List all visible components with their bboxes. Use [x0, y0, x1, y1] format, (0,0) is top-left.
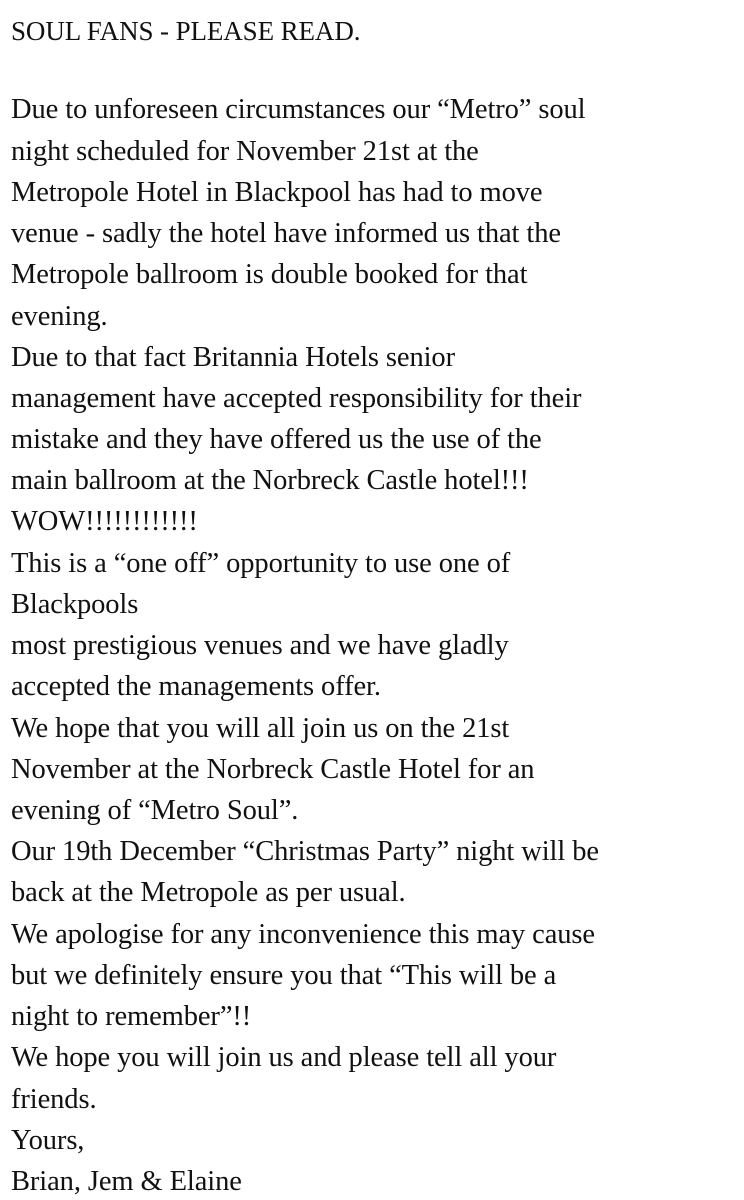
letter-line: venue - sadly the hotel have informed us that the: [11, 218, 561, 249]
letter-line: evening of “Metro Soul”.: [11, 795, 299, 826]
letter-line: Blackpools: [11, 589, 139, 620]
letter-line: but we definitely ensure you that “This will be a: [11, 960, 557, 991]
letter-line: main ballroom at the Norbreck Castle hotel!!!: [11, 465, 529, 496]
letter-line: accepted the managements offer.: [11, 671, 381, 702]
letter-line: This is a “one off” opportunity to use one of: [11, 548, 511, 579]
letter-line: November at the Norbreck Castle Hotel for an: [11, 754, 535, 785]
letter-line: mistake and they have offered us the use of the: [11, 424, 542, 455]
letter-line: Our 19th December “Christmas Party” night will be: [11, 836, 599, 867]
letter-line: Due to unforeseen circumstances our “Metro” soul: [11, 94, 586, 125]
letter-line: most prestigious venues and we have gladly: [11, 630, 509, 661]
letter-line: Metropole ballroom is double booked for that: [11, 259, 528, 290]
letter-closing: Yours,: [11, 1125, 85, 1156]
letter-line: night scheduled for November 21st at the: [11, 136, 479, 167]
letter-line: management have accepted responsibility for their: [11, 383, 582, 414]
letter-line: night to remember”!!: [11, 1001, 252, 1032]
letter-line: WOW!!!!!!!!!!!!: [11, 506, 198, 537]
letter-signature: Brian, Jem & Elaine: [11, 1166, 242, 1197]
letter-line: We hope that you will all join us on the 21st: [11, 713, 510, 744]
letter-title: SOUL FANS - PLEASE READ.: [11, 16, 361, 46]
letter-line: We hope you will join us and please tell all your: [11, 1042, 557, 1073]
letter-line: back at the Metropole as per usual.: [11, 877, 406, 908]
letter-line: friends.: [11, 1084, 97, 1115]
letter-line: Metropole Hotel in Blackpool has had to move: [11, 177, 543, 208]
letter-line: evening.: [11, 301, 108, 332]
letter-line: Due to that fact Britannia Hotels senior: [11, 342, 455, 373]
letter-line: We apologise for any inconvenience this may cause: [11, 919, 595, 950]
